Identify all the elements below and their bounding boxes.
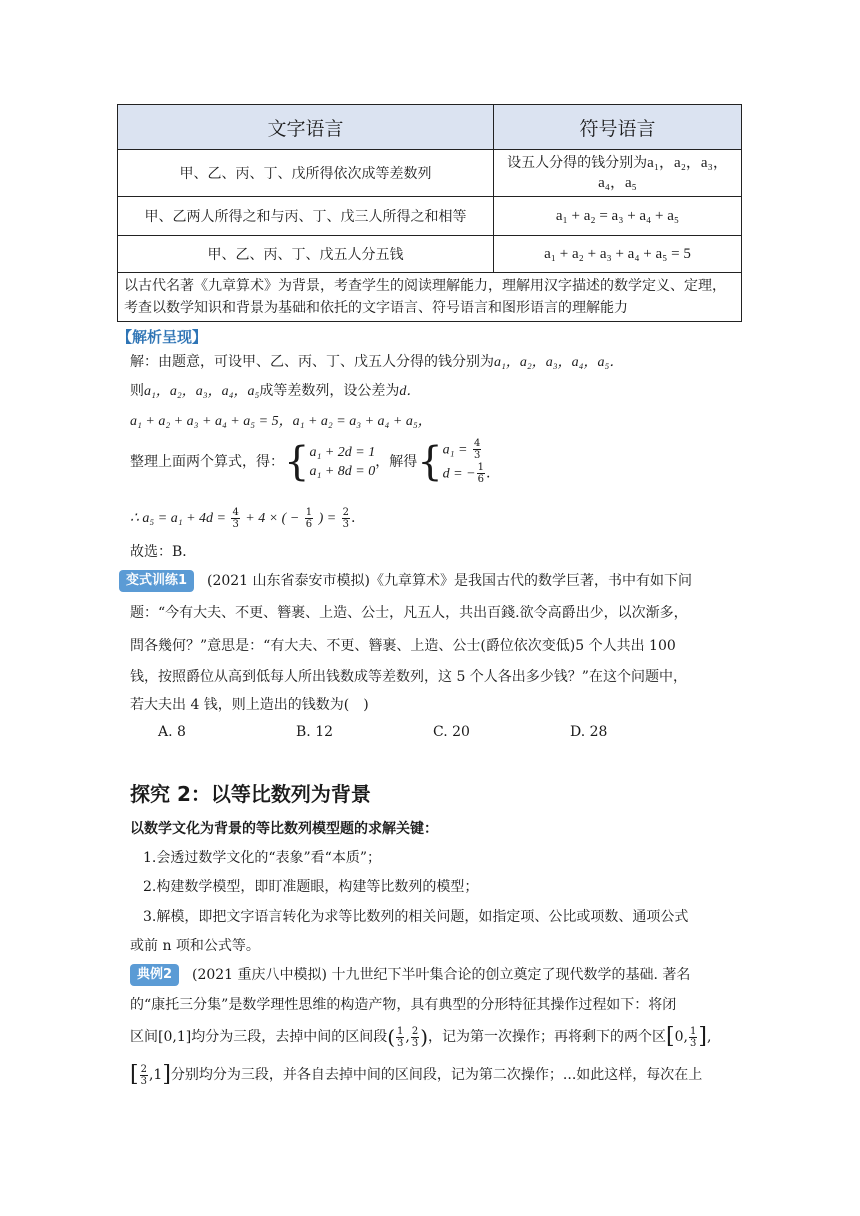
- paren-icon: ): [420, 1025, 429, 1049]
- a5-expression: ∴ a₅ = a₁ + 4d =: [130, 511, 226, 526]
- language-comparison-table: [117, 104, 742, 322]
- solve-label: ，解得: [375, 454, 418, 470]
- fraction-numerator: 1: [305, 506, 313, 518]
- equation-1b: a₁ + 8d = 0: [309, 464, 376, 479]
- solution-d: d = − $\frac{1}{6}$ .: [442, 462, 491, 485]
- example-line: 的“康托三分集”是数学理性思维的构造产物，具有典型的分形特征其操作过程如下：将闭: [130, 997, 677, 1013]
- example-line-4: [ $\frac{2}{3}$ ,1]分别均分为三段，并各自去掉中间的区间段，记为第二次操作；...如此这样，每次在上: [130, 1062, 703, 1087]
- fraction-denominator: 3: [689, 1037, 697, 1049]
- a5-expression-end: ) =: [318, 511, 337, 526]
- fraction-numerator: 1: [689, 1025, 697, 1037]
- analysis-line-3-eq: a₁ + a₂ + a₃ + a₄ + a₅ = 5，a₁ + a₂ = a₃ + a₄ + a₅，: [130, 414, 432, 429]
- exercise-line: 若大夫出 4 钱，则上造出的钱数为( ): [130, 697, 369, 713]
- analysis-line-2: [130, 381, 420, 402]
- row-text: 甲、乙、丙、丁、戊所得依次成等差数列: [118, 150, 494, 197]
- example-line-3: 区间[0,1]均分为三段，去掉中间的区间段( $\frac{1}{3}$ , $\frac{2}{3}$ )，记为第一次操作；再将剩下的两个区[0, $\frac{1}{3}$ ],: [130, 1024, 712, 1049]
- option-a[interactable]: A. 8: [158, 724, 186, 740]
- table-note: 以古代名著《九章算术》为背景，考查学生的阅读理解能力，理解用汉字描述的数学定义、定理，考查以数学知识和背景为基础和依托的文字语言、符号语言和图形语言的理解能力: [118, 273, 742, 322]
- fraction: [305, 507, 313, 530]
- fraction-denominator: 3: [140, 1075, 147, 1087]
- fraction-denominator: 3: [342, 518, 349, 530]
- header-text-language: 文字语言: [118, 105, 494, 150]
- fraction: [689, 1026, 697, 1049]
- exercise-line: (2021 山东省泰安市模拟)《九章算术》是我国古代的数学巨著，书中有如下问: [207, 573, 693, 589]
- fraction: [231, 507, 239, 530]
- header-symbol-language: 符号语言: [494, 105, 742, 150]
- key-point-3: 3.解模，即把文字语言转化为求等比数列的相关问题，如指定项、公比或项数、通项公式: [143, 909, 689, 925]
- interval-start: 0,: [674, 1029, 688, 1045]
- analysis-line-2-d: d．: [399, 384, 421, 399]
- fraction-denominator: 3: [232, 518, 239, 530]
- analysis-line-5: ∴ a₅ = a₁ + 4d = $\frac{4}{3}$ + 4 × ( − $\frac{1}{6}$ ) = $\frac{2}{3}$ .: [130, 506, 356, 530]
- interval-end: 1: [153, 1067, 163, 1083]
- fraction-numerator: 2: [342, 506, 349, 518]
- a5-expression-mid: + 4 × ( −: [245, 511, 300, 526]
- fraction-numerator: 2: [140, 1063, 147, 1075]
- table-row: [118, 197, 742, 236]
- exercise-badge: 变式训练1: [119, 570, 194, 592]
- row-symbol: [494, 150, 742, 197]
- analysis-answer: 故选：B．: [130, 544, 197, 560]
- fraction-denominator: 6: [477, 474, 484, 485]
- analysis-line-2-prefix: 则: [130, 383, 144, 399]
- fraction: [396, 1026, 404, 1049]
- row-symbol-vars: a₁，a₂，a₃，a₄，a₅: [598, 155, 728, 191]
- section-title: 探究 2：以等比数列为背景: [130, 782, 371, 806]
- analysis-line-4-prefix: 整理上面两个算式，得：: [130, 454, 284, 470]
- fraction: [473, 438, 481, 461]
- row-symbol-prefix: 设五人分得的钱分别为: [507, 155, 648, 171]
- fraction: [477, 462, 485, 485]
- key-point-2: 2.构建数学模型，即盯准题眼，构建等比数列的模型；: [143, 879, 479, 895]
- fraction-numerator: 2: [411, 1025, 419, 1037]
- bracket-icon: ]: [162, 1062, 171, 1087]
- exercise-line: 题：“今有大夫、不更、簪裹、上造、公士，凡五人，共出百錢.欲令高爵出少，以次渐多，: [130, 605, 688, 621]
- equation-1a: a₁ + 2d = 1: [309, 445, 376, 460]
- fraction-numerator: 1: [477, 462, 484, 473]
- example-line-3-mid: ，记为第一次操作；再将剩下的两个区: [428, 1029, 667, 1045]
- example-line: (2021 重庆八中模拟) 十九世纪下半叶集合论的创立奠定了现代数学的基础. 著名: [192, 967, 691, 983]
- exercise-line: 問各幾何？”意思是：“有大夫、不更、簪裹、上造、公士(爵位依次变低)5 个人共出 100: [130, 638, 676, 654]
- analysis-line-1-vars: a₁，a₂，a₃，a₄，a₅．: [494, 355, 624, 370]
- bracket-icon: [: [130, 1062, 139, 1087]
- equation-system-2: [443, 438, 491, 486]
- fraction: [411, 1026, 419, 1049]
- paren-icon: (: [387, 1025, 395, 1049]
- analysis-line-1: [130, 352, 623, 373]
- example-line-3-start: 区间[0,1]均分为三段，去掉中间的区间段: [130, 1029, 388, 1045]
- key-point-3-cont: 或前 n 项和公式等。: [130, 938, 260, 954]
- exercise-line: 钱，按照爵位从高到低每人所出钱数成等差数列，这 5 个人各出多少钱？”在这个问题中，: [130, 669, 687, 685]
- row-text: 甲、乙、丙、丁、戊五人分五钱: [118, 236, 494, 273]
- solution-a1-label: a₁ =: [442, 442, 468, 458]
- fraction: [140, 1064, 148, 1087]
- analysis-line-1-text: 解：由题意，可设甲、乙、丙、丁、戊五人分得的钱分别为: [130, 354, 494, 370]
- analysis-line-2-vars: a₁，a₂，a₃，a₄，a₅: [144, 384, 260, 399]
- bracket-icon: [: [666, 1024, 675, 1049]
- bracket-icon: ]: [698, 1024, 707, 1049]
- key-point-1: 1.会透过数学文化的“表象”看“本质”；: [143, 850, 381, 866]
- section-subtitle: 以数学文化为背景的等比数列模型题的求解关键：: [130, 821, 438, 837]
- analysis-line-4: [130, 438, 490, 494]
- fraction-numerator: 4: [232, 506, 239, 518]
- example-line-4-text: 分别均分为三段，并各自去掉中间的区间段，记为第二次操作；...如此这样，每次在上: [170, 1067, 703, 1083]
- solution-a1: [443, 438, 491, 462]
- row-symbol: a₁ + a₂ + a₃ + a₄ + a₅ = 5: [494, 236, 742, 273]
- solution-d-label: d = −: [442, 466, 476, 482]
- fraction: [342, 507, 350, 530]
- option-b[interactable]: B. 12: [296, 724, 334, 740]
- fraction-denominator: 3: [397, 1037, 404, 1049]
- fraction-numerator: 4: [473, 438, 481, 449]
- row-symbol: a₁ + a₂ = a₃ + a₄ + a₅: [494, 197, 742, 236]
- analysis-line-2-suffix: 成等差数列，设公差为: [259, 383, 400, 399]
- option-d[interactable]: D. 28: [570, 724, 608, 740]
- left-brace-icon: {: [417, 439, 443, 485]
- analysis-header: 【解析呈现】: [117, 328, 208, 346]
- table-note-row: [118, 273, 742, 322]
- table-row: [118, 150, 742, 197]
- example-badge: 典例2: [130, 964, 179, 986]
- analysis-line-3: [130, 411, 432, 432]
- fraction-denominator: 3: [411, 1037, 419, 1049]
- option-c[interactable]: C. 20: [433, 724, 470, 740]
- row-text: 甲、乙两人所得之和与丙、丁、戊三人所得之和相等: [118, 197, 494, 236]
- equation-system-1: [309, 443, 375, 481]
- left-brace-icon: {: [284, 439, 310, 485]
- fraction-denominator: 3: [473, 450, 481, 461]
- fraction-numerator: 1: [397, 1025, 404, 1037]
- table-row: [118, 236, 742, 273]
- table-header-row: [118, 105, 742, 150]
- fraction-denominator: 6: [305, 518, 313, 530]
